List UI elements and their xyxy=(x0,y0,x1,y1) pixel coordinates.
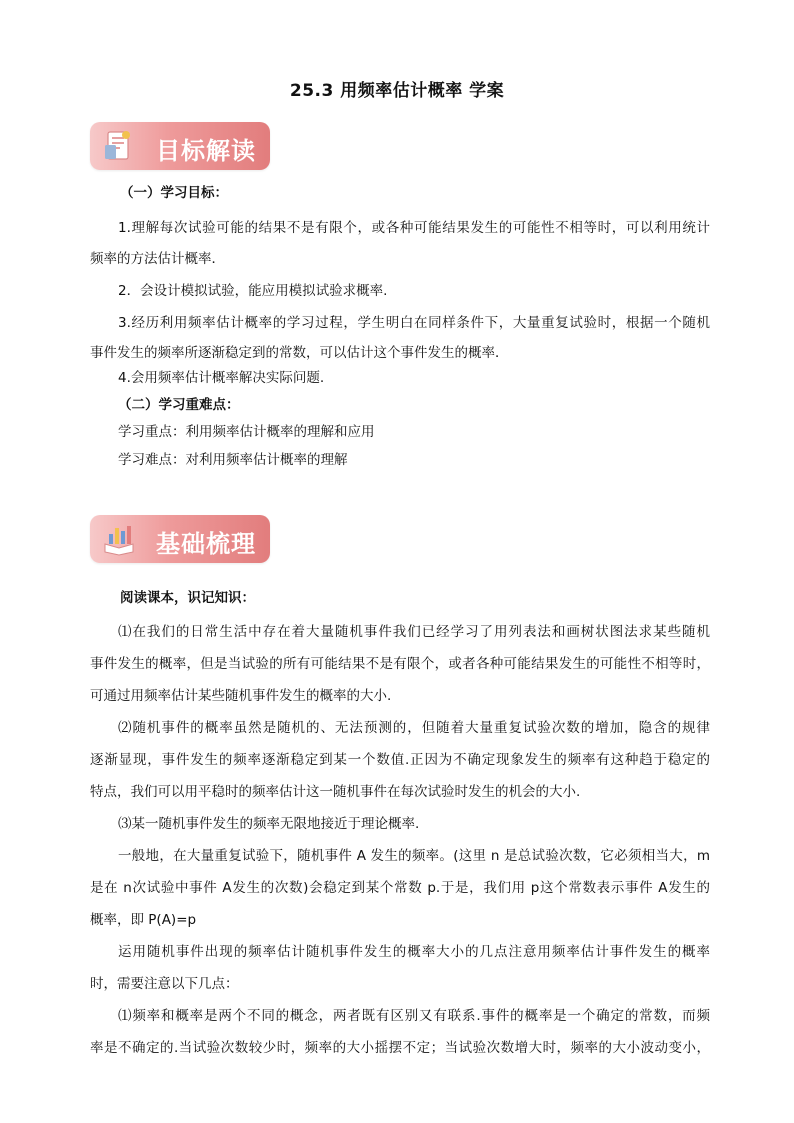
goal-3-line-2: 事件发生的频率所逐渐稳定到的常数，可以估计这个事件发生的概率． xyxy=(90,345,509,361)
point-4-line-1: 一般地，在大量重复试验下，随机事件 A 发生的频率。(这里 n 是总试验次数，它必须相当大，m xyxy=(118,848,710,864)
book-chart-icon xyxy=(102,522,136,556)
key-point: 学习重点：利用频率估计概率的理解和应用 xyxy=(118,424,375,440)
goal-2: 2．会设计模拟试验，能应用模拟试验求概率. xyxy=(118,283,388,299)
goal-4: 4.会用频率估计概率解决实际问题. xyxy=(118,370,325,386)
point-3: ⑶某一随机事件发生的频率无限地接近于理论概率. xyxy=(118,816,420,832)
document-title: 25.3 用频率估计概率 学案 xyxy=(289,81,505,101)
goal-3-line-1: 3.经历利用频率估计概率的学习过程，学生明白在同样条件下，大量重复试验时，根据一个随机 xyxy=(118,315,710,331)
point-1-line-2: 事件发生的概率，但是当试验的所有可能结果不是有限个，或者各种可能结果发生的可能性不相等时， xyxy=(90,656,710,672)
point-6-line-2: 率是不确定的.当试验次数较少时，频率的大小摇摆不定；当试验次数增大时，频率的大小波动变小， xyxy=(90,1040,710,1056)
difficult-point: 学习难点：对利用频率估计概率的理解 xyxy=(118,452,348,468)
point-4-line-3: 概率，即 P(A)=p xyxy=(90,912,197,928)
point-6-line-1: ⑴频率和概率是两个不同的概念，两者既有区别又有联系.事件的概率是一个确定的常数，而频 xyxy=(118,1008,710,1024)
banner-label: 基础梳理 xyxy=(156,530,256,558)
point-5-line-2: 时，需要注意以下几点： xyxy=(90,976,239,992)
point-2-line-2: 逐渐显现，事件发生的频率逐渐稳定到某一个数值.正因为不确定现象发生的频率有这种趋于稳定的 xyxy=(90,752,710,768)
reading-prompt: 阅读课本，识记知识： xyxy=(120,590,255,606)
subheading-learning-goals: （一）学习目标： xyxy=(120,185,228,201)
banner-label: 目标解读 xyxy=(156,137,256,165)
point-1-line-3: 可通过用频率估计某些随机事件发生的概率的大小. xyxy=(90,688,392,704)
section-banner-goals xyxy=(90,122,270,170)
point-2-line-1: ⑵随机事件的概率虽然是随机的、无法预测的，但随着大量重复试验次数的增加，隐含的规律 xyxy=(118,720,710,736)
subheading-key-points: （二）学习重难点： xyxy=(118,397,240,413)
point-4-line-2: 是在 n次试验中事件 A发生的次数)会稳定到某个常数 p.于是，我们用 p这个常数表示事件 A发生的 xyxy=(90,880,710,896)
section-banner-basics xyxy=(90,515,270,563)
goal-1-line-2: 频率的方法估计概率． xyxy=(90,251,225,267)
document-icon xyxy=(102,129,136,163)
goal-1-line-1: 1.理解每次试验可能的结果不是有限个，或各种可能结果发生的可能性不相等时，可以利用统计 xyxy=(118,220,710,236)
point-2-line-3: 特点，我们可以用平稳时的频率估计这一随机事件在每次试验时发生的机会的大小. xyxy=(90,784,581,800)
point-5-line-1: 运用随机事件出现的频率估计随机事件发生的概率大小的几点注意用频率估计事件发生的概率 xyxy=(118,944,710,960)
point-1-line-1: ⑴在我们的日常生活中存在着大量随机事件我们已经学习了用列表法和画树状图法求某些随机 xyxy=(118,624,710,640)
